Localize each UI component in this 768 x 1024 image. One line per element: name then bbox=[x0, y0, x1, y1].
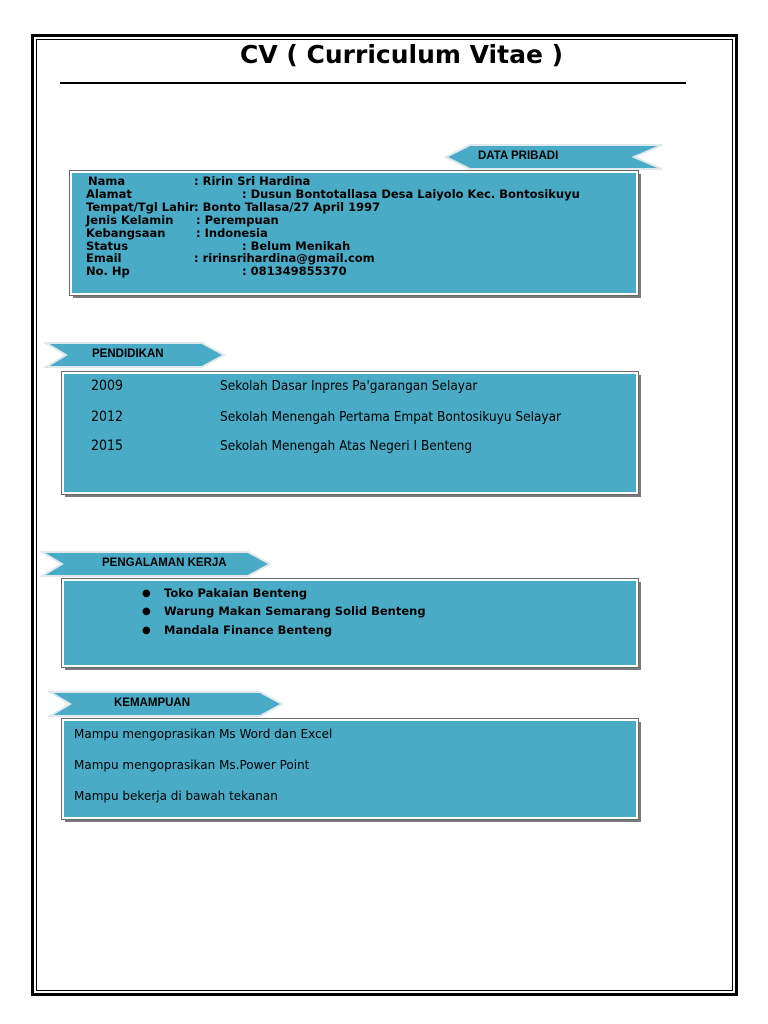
pd-row-email: Email bbox=[86, 251, 122, 265]
title-divider bbox=[60, 82, 686, 84]
pd-label: Nama bbox=[88, 174, 126, 188]
edu-school: Sekolah Menengah Atas Negeri I Benteng bbox=[220, 438, 473, 454]
pengalaman-ribbon bbox=[40, 550, 272, 578]
edu-year: 2012 bbox=[91, 409, 124, 425]
list-item: Toko Pakaian Benteng bbox=[164, 586, 308, 600]
pd-value-status: : Belum Menikah bbox=[242, 239, 351, 253]
list-item: Mampu bekerja di bawah tekanan bbox=[74, 789, 278, 803]
edu-year: 2015 bbox=[91, 438, 124, 454]
data-pribadi-ribbon bbox=[444, 143, 664, 171]
pd-row-status: Status bbox=[86, 239, 129, 253]
page-title: CV ( Curriculum Vitae ) bbox=[240, 40, 564, 69]
bullet-icon: ● bbox=[142, 588, 151, 599]
list-item: Mampu mengoprasikan Ms Word dan Excel bbox=[74, 727, 333, 741]
pd-row-ttl: Tempat/Tgl Lahir bbox=[86, 200, 195, 214]
edu-year: 2009 bbox=[91, 378, 124, 394]
edu-school: Sekolah Dasar Inpres Pa'garangan Selayar bbox=[220, 378, 478, 394]
bullet-icon: ● bbox=[142, 625, 151, 636]
pd-value-email: : ririnsrihardina@gmail.com bbox=[194, 251, 375, 265]
data-pribadi-heading: DATA PRIBADI bbox=[478, 150, 559, 162]
pd-value-hp: : 081349855370 bbox=[242, 264, 347, 278]
kemampuan-ribbon bbox=[48, 690, 284, 718]
list-item: Mampu mengoprasikan Ms.Power Point bbox=[74, 758, 310, 772]
pd-value-nama: : Ririn Sri Hardina bbox=[194, 174, 311, 188]
list-item: Mandala Finance Benteng bbox=[164, 623, 333, 637]
pd-value-alamat: : Dusun Bontotallasa Desa Laiyolo Kec. Bontosikuyu bbox=[242, 187, 580, 201]
pendidikan-heading: PENDIDIKAN bbox=[92, 348, 164, 360]
pd-value-jk: : Perempuan bbox=[196, 213, 279, 227]
pd-row-hp: No. Hp bbox=[86, 264, 130, 278]
pd-value-ttl: : Bonto Tallasa/27 April 1997 bbox=[194, 200, 381, 214]
pd-row-kebangsaan: Kebangsaan bbox=[86, 226, 166, 240]
pengalaman-heading: PENGALAMAN KERJA bbox=[102, 557, 227, 569]
kemampuan-heading: KEMAMPUAN bbox=[114, 697, 191, 709]
pd-row-jk: Jenis Kelamin bbox=[86, 213, 174, 227]
edu-school: Sekolah Menengah Pertama Empat Bontosikuyu Selayar bbox=[220, 409, 562, 425]
pd-value-kebangsaan: : Indonesia bbox=[196, 226, 268, 240]
list-item: Warung Makan Semarang Solid Benteng bbox=[164, 604, 426, 618]
pd-row-alamat: Alamat bbox=[86, 187, 132, 201]
bullet-icon: ● bbox=[142, 606, 151, 617]
pendidikan-ribbon bbox=[44, 341, 226, 369]
